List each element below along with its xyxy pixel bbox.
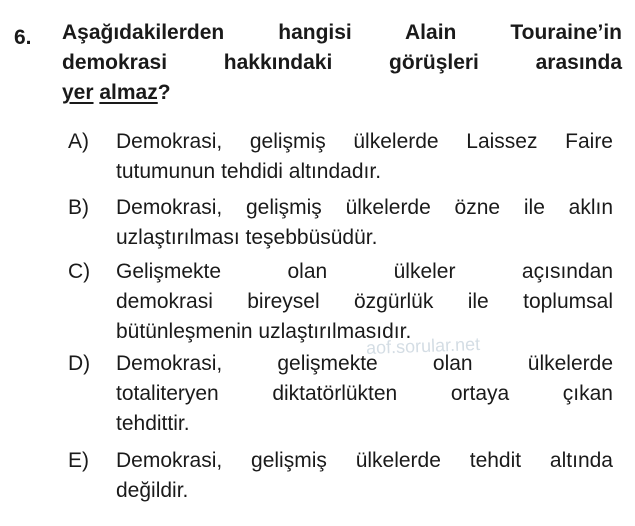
option-a-text bbox=[116, 127, 613, 187]
option-c-line-2: demokrasi bireysel özgürlük ile toplumsal bbox=[116, 290, 613, 313]
option-b-text bbox=[116, 193, 613, 253]
option-d-text bbox=[116, 349, 613, 439]
stem-line-1: Aşağıdakilerden hangisi Alain Touraine’in bbox=[62, 21, 622, 44]
option-a-label: A) bbox=[68, 130, 89, 153]
option-b-line-1: Demokrasi, gelişmiş ülkelerde özne ile aklın bbox=[116, 196, 613, 219]
option-d[interactable] bbox=[68, 349, 613, 439]
option-d-line-1: Demokrasi, gelişmekte olan ülkelerde bbox=[116, 352, 613, 375]
option-b-line-2: uzlaştırılması teşebbüsüdür. bbox=[116, 226, 378, 249]
stem-underlined-almaz: almaz bbox=[99, 81, 158, 104]
option-d-line-2: totaliteryen diktatörlükten ortaya çıkan bbox=[116, 382, 613, 405]
option-e-text bbox=[116, 446, 613, 506]
stem-underlined-yer: yer bbox=[62, 81, 94, 104]
option-b[interactable] bbox=[68, 193, 613, 253]
option-c-line-3: bütünleşmenin uzlaştırılmasıdır. bbox=[116, 320, 412, 343]
option-d-line-3: tehdittir. bbox=[116, 412, 190, 435]
option-a-line-1: Demokrasi, gelişmiş ülkelerde Laissez Faire bbox=[116, 130, 613, 153]
option-b-label: B) bbox=[68, 196, 89, 219]
stem-question-mark: ? bbox=[157, 81, 171, 104]
option-e-line-2: değildir. bbox=[116, 479, 189, 502]
option-c-line-1: Gelişmekte olan ülkeler açısından bbox=[116, 260, 613, 283]
option-a-line-2: tutumunun tehdidi altındadır. bbox=[116, 160, 382, 183]
stem-line-2: demokrasi hakkındaki görüşleri arasında bbox=[62, 51, 622, 74]
watermark-center: aof.sorular.net bbox=[365, 334, 481, 358]
option-c-label: C) bbox=[68, 260, 91, 283]
question-stem bbox=[62, 18, 622, 108]
stem-line-3 bbox=[62, 78, 622, 108]
option-a[interactable] bbox=[68, 127, 613, 187]
option-d-label: D) bbox=[68, 352, 91, 375]
question-number: 6. bbox=[14, 26, 32, 49]
option-e[interactable] bbox=[68, 446, 613, 506]
option-c[interactable] bbox=[68, 257, 613, 347]
option-e-line-1: Demokrasi, gelişmiş ülkelerde tehdit altında bbox=[116, 449, 613, 472]
option-e-label: E) bbox=[68, 449, 89, 472]
option-c-text bbox=[116, 257, 613, 347]
